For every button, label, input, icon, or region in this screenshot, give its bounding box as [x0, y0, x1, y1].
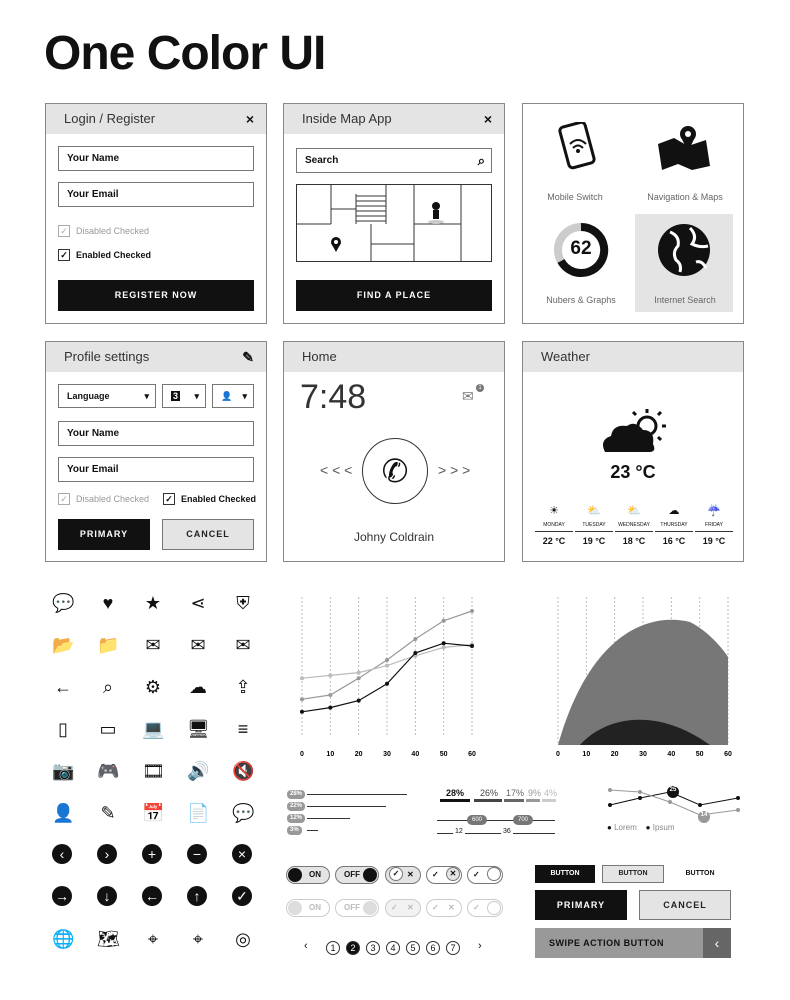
find-place-button[interactable]: FIND A PLACE — [296, 280, 492, 311]
check-toggle[interactable] — [467, 866, 503, 884]
close-icon: ✕ — [446, 867, 460, 881]
laptop-icon[interactable]: 💻 — [142, 719, 165, 739]
close-circle-icon[interactable]: × — [232, 844, 252, 864]
small-point — [608, 803, 612, 807]
language-label: Language — [67, 391, 110, 401]
progress-label: 22% — [287, 802, 305, 811]
page-button[interactable]: 3 — [366, 941, 380, 955]
forecast-day — [535, 504, 573, 546]
data-point — [470, 644, 474, 648]
progress-label: 3% — [287, 826, 302, 835]
weather-title: Weather — [541, 349, 590, 364]
close-icon: ✕ — [407, 903, 414, 912]
feature-label: Internet Search — [654, 295, 716, 305]
clock-time: 7:48 — [300, 378, 367, 416]
range-max: 36 — [503, 828, 511, 835]
weather-icon: ☁ — [668, 505, 680, 517]
x-tick-label: 10 — [582, 751, 591, 758]
pin-alt-icon[interactable]: ⌖ — [192, 929, 204, 949]
forecast-day-name: MONDAY — [535, 522, 573, 532]
x-tick-label: 20 — [610, 751, 619, 758]
primary-button[interactable]: PRIMARY — [535, 890, 627, 920]
check-toggle-disabled — [385, 899, 421, 917]
features-panel — [522, 103, 744, 324]
chevron-right-circle-icon[interactable]: › — [97, 844, 117, 864]
home-header — [284, 342, 504, 372]
check-toggle[interactable] — [426, 866, 462, 884]
mail-open-icon[interactable]: ✉ — [235, 635, 251, 655]
range-slider[interactable] — [437, 815, 555, 839]
line-chart — [290, 592, 485, 762]
enabled-checkbox[interactable] — [163, 493, 256, 505]
range-handle[interactable]: 700 — [513, 815, 533, 825]
close-icon[interactable]: × — [245, 111, 254, 127]
forecast-day-name: WEDNESDAY — [615, 522, 653, 532]
button-small-filled[interactable]: BUTTON — [535, 865, 595, 883]
data-point — [300, 676, 304, 680]
pager-prev[interactable]: ‹ — [304, 940, 308, 952]
small-point — [608, 788, 612, 792]
current-temp: 23 °C — [610, 462, 656, 482]
pct-label: 28% — [446, 788, 465, 798]
disabled-checkbox — [58, 225, 149, 237]
check-icon: ✓ — [432, 903, 439, 912]
progress-bar — [307, 818, 350, 819]
profile-title: Profile settings — [64, 349, 150, 364]
profile-header — [46, 342, 266, 372]
progress-row — [287, 814, 412, 824]
toggle-label: OFF — [344, 870, 360, 879]
arrow-left-icon[interactable]: ← — [54, 677, 72, 697]
pct-bar — [440, 799, 470, 802]
forecast-day — [695, 504, 733, 546]
check-icon: ✓ — [58, 225, 70, 237]
close-icon: ✕ — [407, 870, 414, 879]
weather-icon: ⛅ — [587, 505, 601, 517]
phone-device-icon[interactable]: ▯ — [58, 719, 68, 739]
navigation-maps-icon[interactable] — [656, 122, 712, 172]
home-panel — [283, 341, 505, 562]
pager-next[interactable]: › — [478, 940, 482, 952]
button-small-outline[interactable]: BUTTON — [602, 865, 664, 883]
login-header — [46, 104, 266, 134]
x-tick-label: 50 — [695, 751, 704, 758]
enabled-label: Enabled Checked — [181, 494, 257, 504]
range-track — [437, 820, 555, 821]
star-icon[interactable]: ★ — [144, 593, 162, 613]
progress-label: 28% — [287, 790, 305, 799]
progress-bar — [307, 830, 318, 831]
x-tick-label: 40 — [667, 751, 676, 758]
data-point — [470, 609, 474, 613]
check-circle-icon[interactable]: ✓ — [232, 886, 252, 906]
phone-icon: ✆ — [381, 453, 409, 489]
call-button[interactable] — [362, 438, 428, 504]
enabled-label: Enabled Checked — [76, 250, 152, 260]
home-title: Home — [302, 349, 337, 364]
check-icon: ✓ — [473, 870, 480, 879]
disabled-label: Disabled Checked — [76, 226, 150, 236]
toggle-knob — [363, 868, 377, 882]
calendar-select[interactable] — [162, 384, 206, 408]
language-select[interactable] — [58, 384, 156, 408]
pct-bar — [504, 799, 524, 802]
progress-row — [287, 790, 412, 800]
calendar-icon[interactable]: 📅 — [142, 803, 165, 823]
forecast-temp: 16 °C — [662, 536, 686, 546]
map-search-input[interactable] — [296, 148, 492, 173]
toggle-knob — [363, 901, 377, 915]
feature-label: Nubers & Graphs — [546, 295, 616, 305]
x-tick-label: 10 — [326, 751, 335, 758]
range-handle[interactable]: 600 — [467, 815, 487, 825]
pagination — [326, 941, 466, 957]
toggle-knob — [288, 901, 302, 915]
small-point — [736, 796, 740, 800]
progress-row — [287, 826, 412, 836]
cancel-button[interactable]: CANCEL — [162, 519, 254, 550]
button-small-text[interactable]: BUTTON — [685, 870, 715, 877]
forecast-temp: 19 °C — [582, 536, 606, 546]
check-toggle[interactable] — [385, 866, 421, 884]
check-icon: ✓ — [391, 903, 398, 912]
map-panel — [283, 103, 505, 324]
login-title: Login / Register — [64, 111, 156, 126]
document-icon[interactable]: 📄 — [187, 803, 210, 823]
pct-label: 9% — [528, 788, 542, 798]
page-button[interactable]: 4 — [386, 941, 400, 955]
partly-cloudy-icon — [599, 406, 669, 454]
progress-label: 12% — [287, 814, 305, 823]
arrow-up-circle-icon[interactable]: ↑ — [187, 886, 207, 906]
data-point — [357, 699, 361, 703]
forecast-temp: 19 °C — [702, 536, 726, 546]
x-tick-label: 60 — [468, 751, 476, 758]
data-point — [357, 676, 361, 680]
data-point — [413, 637, 417, 641]
folder-open-icon[interactable]: 📂 — [52, 635, 75, 655]
enabled-checkbox[interactable] — [58, 249, 151, 261]
check-toggle-disabled — [467, 899, 503, 917]
pencil-icon[interactable]: ✎ — [242, 349, 254, 365]
data-point — [328, 706, 332, 710]
icon-grid — [52, 592, 262, 962]
login-panel — [45, 103, 267, 324]
gamepad-icon[interactable]: 🎮 — [97, 761, 120, 781]
page-button[interactable]: 6 — [426, 941, 440, 955]
toggle-knob — [288, 868, 302, 882]
page-button[interactable]: 5 — [406, 941, 420, 955]
chart-legend — [607, 823, 675, 832]
swipe-action-button[interactable] — [535, 928, 731, 958]
forecast-temp: 18 °C — [622, 536, 646, 546]
monitor-icon[interactable]: 🖥 — [187, 719, 210, 739]
x-tick-label: 0 — [300, 751, 304, 758]
arrow-left-circle-icon[interactable]: ← — [142, 886, 162, 906]
user-icon: 👤 — [221, 391, 233, 401]
globe-icon[interactable]: 🌐 — [52, 929, 75, 949]
pct-bar — [474, 799, 502, 802]
data-point — [300, 697, 304, 701]
name-field[interactable]: Your Name — [58, 146, 254, 171]
camera-icon[interactable]: 📷 — [52, 761, 75, 781]
progress-bar — [307, 806, 386, 807]
user-select[interactable] — [212, 384, 254, 408]
search-placeholder: Search — [305, 155, 339, 166]
mail-icon[interactable]: ✉ — [190, 635, 206, 655]
add-user-icon[interactable]: 👤 — [52, 803, 75, 823]
graph-value: 62 — [570, 238, 592, 259]
x-tick-label: 0 — [556, 751, 560, 758]
data-point — [385, 664, 389, 668]
small-point — [668, 800, 672, 804]
page-button[interactable]: 2 — [346, 941, 360, 955]
primary-button[interactable]: PRIMARY — [58, 519, 150, 550]
forecast-day-name: THURSDAY — [655, 522, 693, 532]
page-button[interactable]: 7 — [446, 941, 460, 955]
chevron-left-icon[interactable]: ‹ — [703, 928, 731, 958]
check-icon: ✓ — [432, 870, 439, 879]
disabled-checkbox — [58, 493, 149, 505]
forecast-temp: 22 °C — [542, 536, 566, 546]
menu-icon[interactable]: ≡ — [237, 719, 249, 739]
pct-bar — [542, 799, 556, 802]
check-icon: ✓ — [58, 493, 70, 505]
feature-label: Mobile Switch — [547, 192, 603, 202]
check-icon: ✓ — [58, 249, 70, 261]
plus-circle-icon[interactable]: + — [142, 844, 162, 864]
check-icon: ✓ — [163, 493, 175, 505]
pct-bar — [526, 799, 540, 802]
toggle-on-disabled — [286, 899, 330, 917]
arrow-down-circle-icon[interactable]: ↓ — [97, 886, 117, 906]
share-icon[interactable]: ⋖ — [190, 593, 206, 613]
globe-icon — [656, 222, 712, 278]
toggle-off[interactable] — [335, 866, 379, 884]
search-icon[interactable]: ⌕ — [477, 153, 485, 168]
dropdown-icon: ▾ — [242, 391, 247, 401]
swipe-right-arrows: > > > — [438, 462, 471, 478]
toggle-label: ON — [309, 870, 321, 879]
name-field[interactable]: Your Name — [58, 421, 254, 446]
weather-panel — [522, 341, 744, 562]
progress-row — [287, 802, 412, 812]
page-title: One Color UI — [44, 27, 326, 80]
mail-badge: 1 — [476, 384, 484, 392]
search-icon[interactable]: ⌕ — [102, 677, 114, 697]
weather-icon: ☀ — [549, 505, 559, 517]
check-toggle-disabled — [426, 899, 462, 917]
legend-label: Lorem — [614, 823, 637, 832]
x-tick-label: 30 — [639, 751, 647, 758]
percent-bars — [440, 788, 558, 802]
chat-icon[interactable]: 💬 — [232, 803, 255, 823]
progress-bar — [307, 794, 407, 795]
small-point — [698, 803, 702, 807]
weather-icon: ⛅ — [627, 505, 641, 517]
data-point — [385, 682, 389, 686]
pencil-icon[interactable]: ✎ — [100, 803, 116, 823]
email-field[interactable]: Your Email — [58, 182, 254, 207]
floor-plan-map[interactable] — [296, 184, 492, 262]
x-tick-label: 20 — [354, 751, 363, 758]
weather-forecast — [535, 504, 733, 554]
x-tick-label: 40 — [411, 751, 420, 758]
swipe-label: SWIPE ACTION BUTTON — [549, 938, 664, 948]
data-point — [385, 658, 389, 662]
map-header — [284, 104, 504, 134]
folder-icon[interactable]: 📁 — [97, 635, 120, 655]
progress-bars — [287, 790, 412, 840]
small-point — [638, 796, 642, 800]
data-point — [328, 673, 332, 677]
data-point — [300, 710, 304, 714]
area-chart — [550, 592, 740, 762]
data-point — [442, 641, 446, 645]
pct-label: 4% — [544, 788, 558, 798]
register-button[interactable]: REGISTER NOW — [58, 280, 254, 311]
mail-icon[interactable]: ✉ — [462, 388, 474, 404]
pct-label: 17% — [506, 788, 525, 798]
swipe-left-arrows: < < < — [320, 462, 353, 478]
feature-label: Navigation & Maps — [647, 192, 723, 202]
x-tick-label: 50 — [439, 751, 448, 758]
toggle-label: ON — [309, 903, 321, 912]
chat-bubble-icon[interactable]: 💬 — [52, 593, 75, 613]
toggle-on[interactable] — [286, 866, 330, 884]
weather-header — [523, 342, 743, 372]
gear-icon[interactable]: ⚙ — [144, 677, 162, 697]
cancel-button[interactable]: CANCEL — [639, 890, 731, 920]
legend-dot: ● — [645, 823, 651, 832]
pct-label: 26% — [480, 788, 499, 798]
forecast-day — [575, 504, 613, 546]
contact-name: Johny Coldrain — [353, 530, 435, 544]
legend-label: Ipsum — [652, 823, 675, 832]
dropdown-icon: ▾ — [194, 391, 199, 401]
shield-icon[interactable]: ⛨ — [236, 593, 250, 613]
forecast-day-name: TUESDAY — [575, 522, 613, 532]
legend-dot: ● — [607, 823, 612, 832]
small-point — [638, 790, 642, 794]
toggle-off-disabled — [335, 899, 379, 917]
forecast-day-name: FRIDAY — [695, 522, 733, 532]
data-point — [357, 671, 361, 675]
data-point — [413, 651, 417, 655]
mute-icon[interactable]: 🔇 — [232, 761, 255, 781]
profile-panel — [45, 341, 267, 562]
close-icon: ✕ — [448, 903, 455, 912]
close-icon[interactable]: × — [483, 111, 492, 127]
data-point — [442, 619, 446, 623]
map-title: Inside Map App — [302, 111, 392, 126]
toggle-label: OFF — [344, 903, 360, 912]
email-field[interactable]: Your Email — [58, 457, 254, 482]
check-icon: ✓ — [473, 903, 480, 912]
film-icon[interactable]: 🎞 — [142, 761, 165, 781]
close-icon — [487, 867, 501, 881]
callout-value: 14 — [700, 812, 708, 818]
callout-value: 25 — [669, 787, 677, 793]
map-icon[interactable]: 🗺 — [97, 929, 120, 949]
cloud-download-icon[interactable]: ☁ — [189, 677, 207, 697]
forecast-day — [615, 504, 653, 546]
heart-icon[interactable]: ♥ — [102, 593, 114, 613]
page-button[interactable]: 1 — [326, 941, 340, 955]
disabled-label: Disabled Checked — [76, 494, 150, 504]
weather-icon: ☔ — [707, 505, 721, 517]
calendar-icon: 3 — [173, 391, 179, 401]
arrow-right-circle-icon[interactable]: → — [52, 886, 72, 906]
mobile-switch-icon[interactable] — [556, 122, 602, 170]
check-icon: ✓ — [389, 867, 403, 881]
dropdown-icon: ▾ — [144, 391, 149, 401]
mail-badge-icon[interactable]: ✉ — [145, 635, 161, 655]
data-point — [442, 645, 446, 649]
target-icon[interactable]: ◎ — [235, 929, 251, 949]
x-tick-label: 60 — [724, 751, 732, 758]
volume-icon[interactable]: 🔊 — [187, 761, 210, 781]
x-tick-label: 30 — [383, 751, 391, 758]
data-point — [328, 693, 332, 697]
close-icon — [487, 901, 501, 915]
pin-icon[interactable]: ⌖ — [147, 929, 159, 949]
minus-circle-icon[interactable]: − — [187, 844, 207, 864]
upload-icon[interactable]: ⇪ — [235, 677, 251, 697]
small-point — [736, 808, 740, 812]
tablet-icon[interactable]: ▭ — [99, 719, 117, 739]
chevron-left-circle-icon[interactable]: ‹ — [52, 844, 72, 864]
forecast-day — [655, 504, 693, 546]
range-min: 12 — [455, 828, 463, 835]
